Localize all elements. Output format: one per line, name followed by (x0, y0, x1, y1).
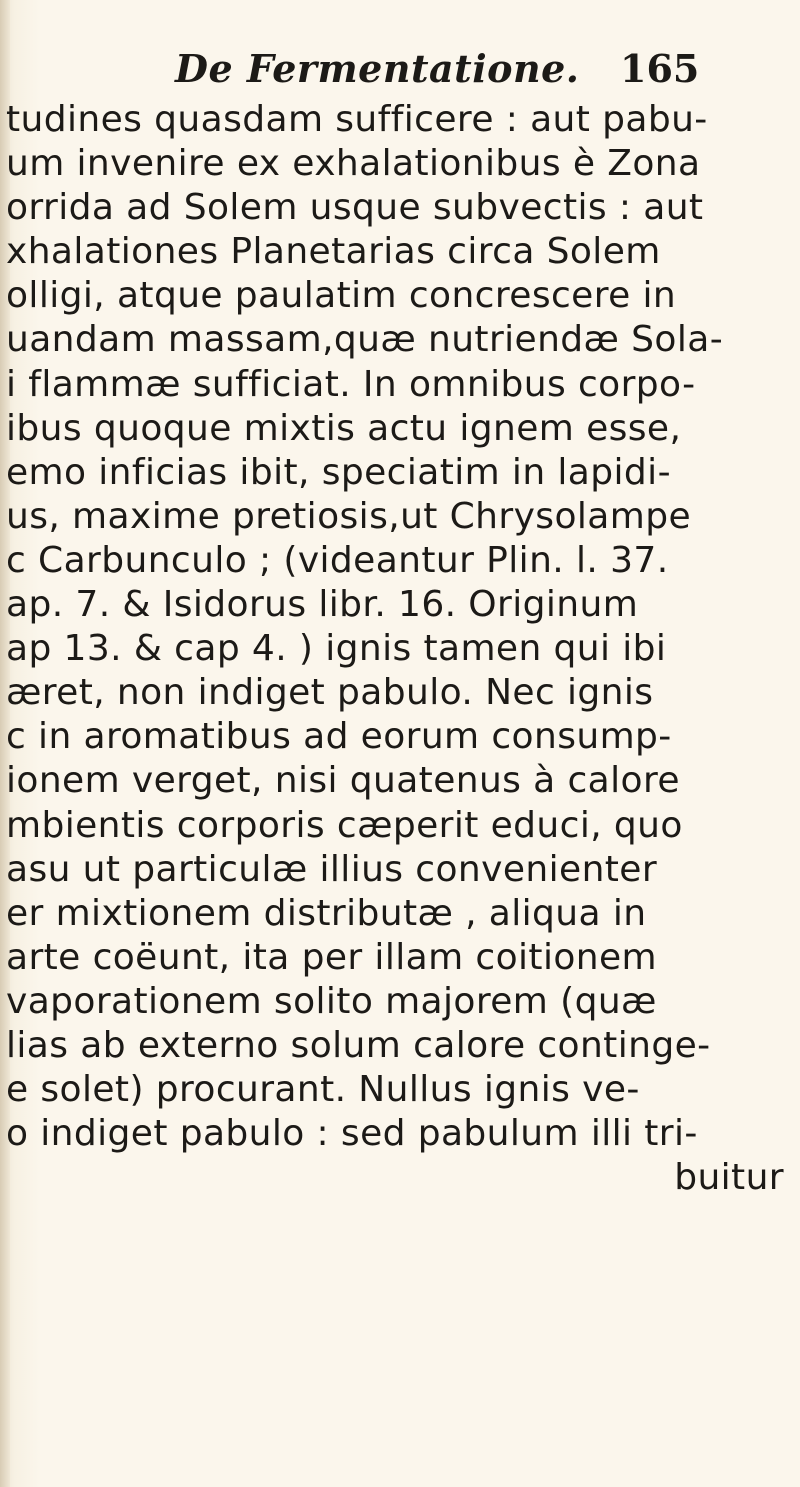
running-title: De Fermentatione. (175, 46, 580, 91)
page-number: 165 (620, 46, 700, 91)
text-line: e solet) procurant. Nullus ignis ve- (6, 1069, 640, 1111)
text-line: o indiget pabulo : sed pabulum illi tri- (6, 1113, 698, 1155)
text-line: c in aromatibus ad eorum consump- (6, 716, 672, 758)
text-line: uandam massam,quæ nutriendæ Sola- (6, 319, 724, 361)
text-line: ap 13. & cap 4. ) ignis tamen qui ibi (6, 628, 667, 670)
text-line: æret, non indiget pabulo. Nec ignis (6, 672, 654, 714)
text-line: orrida ad Solem usque subvectis : aut (6, 187, 704, 229)
text-line: xhalationes Planetarias circa Solem (6, 231, 661, 273)
text-line: vaporationem solito majorem (quæ (6, 980, 657, 1022)
text-line: c Carbunculo ; (videantur Plin. l. 37. (6, 539, 669, 581)
text-line: ionem verget, nisi quatenus à calore (6, 760, 680, 802)
text-line: i flammæ sufficiat. In omnibus corpo- (6, 363, 696, 405)
text-line: asu ut particulæ illius convenienter (6, 848, 658, 890)
text-line: er mixtionem distributæ , aliqua in (6, 892, 647, 934)
page-header (0, 40, 800, 100)
text-line: um invenire ex exhalationibus è Zona (6, 143, 701, 185)
text-line: mbientis corporis cæperit educi, quo (6, 804, 683, 846)
text-line: arte coëunt, ita per illam coitionem (6, 936, 658, 978)
body-text (0, 98, 800, 1200)
text-line: ap. 7. & Isidorus libr. 16. Originum (6, 584, 639, 626)
text-line: us, maxime pretiosis,ut Chrysolampe (6, 495, 692, 537)
text-line: emo inficias ibit, speciatim in lapidi- (6, 451, 671, 493)
text-line: lias ab externo solum calore continge- (6, 1024, 711, 1066)
text-line: tudines quasdam sufficere : aut pabu- (6, 99, 708, 140)
catchword: buitur (674, 1157, 784, 1199)
text-line: ibus quoque mixtis actu ignem esse, (6, 407, 682, 449)
text-line: olligi, atque paulatim concrescere in (6, 275, 677, 317)
